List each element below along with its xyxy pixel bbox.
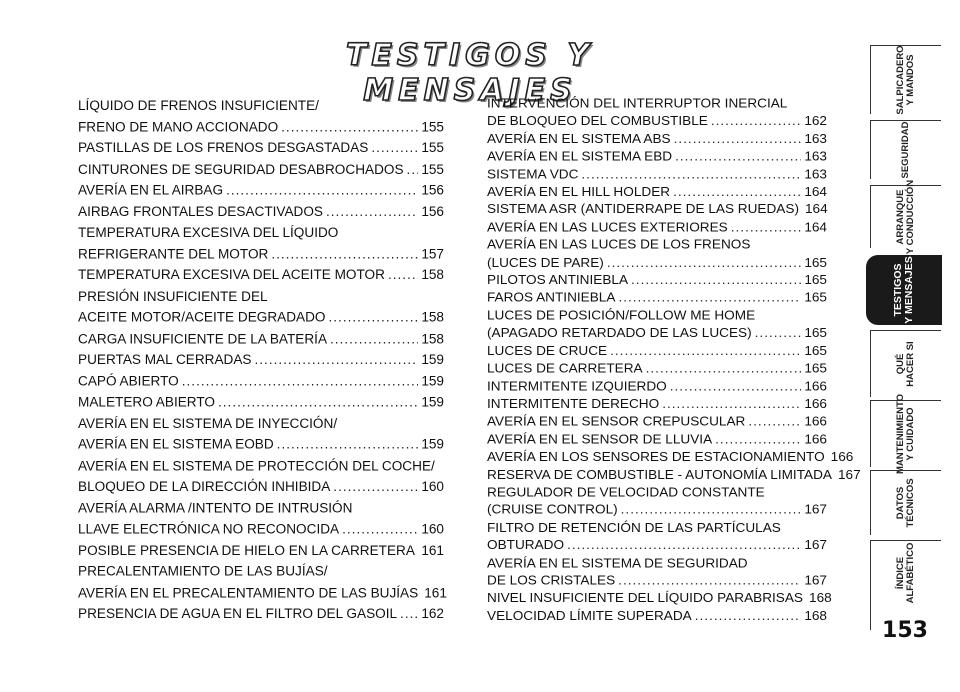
leader-dots: [182, 370, 419, 391]
index-entry-label: AVERÍA EN EL SISTEMA ABS: [487, 131, 671, 146]
index-entry[interactable]: [487, 148, 827, 166]
sidebar-tab-label: QUÉ HACER SI: [895, 341, 916, 387]
index-entry-label-line: AVERÍA ALARMA /INTENTO DE INTRUSIÓN: [78, 500, 353, 516]
index-entry-page: 168: [809, 590, 832, 606]
index-entry-page: 166: [804, 396, 827, 411]
index-entry-label: INTERMITENTE DERECHO: [487, 396, 660, 411]
index-entry[interactable]: [487, 201, 827, 219]
leader-dots: [581, 166, 801, 184]
index-entry-row: [487, 254, 827, 272]
index-entry-label: AVERÍA EN LOS SENSORES DE ESTACIONAMIENTO: [487, 449, 825, 464]
leader-dots: [646, 360, 802, 378]
index-entry-row: [78, 476, 444, 497]
index-entry-row: [487, 431, 827, 449]
index-column-left: [78, 95, 447, 625]
leader-dots: [255, 349, 419, 370]
index-entry-page: 157: [421, 246, 444, 261]
index-entry-page: 162: [421, 606, 444, 622]
index-entry-label: LLAVE ELECTRÓNICA NO RECONOCIDA: [78, 521, 340, 537]
index-entry-page: 159: [421, 436, 444, 452]
index-entry-row: [78, 434, 444, 455]
index-entry[interactable]: [487, 395, 827, 413]
index-entry-label: FAROS ANTINIEBLA: [487, 290, 616, 305]
index-entry[interactable]: [78, 180, 444, 201]
index-entry-label: AVERÍA EN EL HILL HOLDER: [487, 184, 671, 199]
index-entry-page: 155: [421, 161, 444, 177]
index-entry-page: 167: [804, 573, 827, 588]
index-entry[interactable]: [78, 137, 444, 158]
index-entry[interactable]: [487, 448, 854, 466]
index-entry-row: [487, 537, 827, 555]
index-entry[interactable]: [487, 466, 861, 484]
index-entry-row: [78, 159, 444, 180]
sidebar-tab[interactable]: [866, 255, 942, 325]
index-entry-label-line: PRESIÓN INSUFICIENTE DEL: [78, 288, 268, 304]
index-entry[interactable]: [78, 392, 444, 413]
index-entry-label-line: LUCES DE POSICIÓN/FOLLOW ME HOME: [487, 308, 756, 323]
leader-dots: [715, 431, 801, 449]
index-entry-label: SISTEMA ASR (ANTIDERRAPE DE LAS RUEDAS): [487, 201, 799, 217]
index-entry[interactable]: [78, 413, 444, 455]
index-entry-row: [487, 448, 854, 466]
sidebar-tab-label: ÍNDICE ALFABÉTICO: [895, 542, 916, 604]
index-entry[interactable]: [487, 378, 827, 396]
sidebar-tab-label: SALPICADERO Y MANDOS: [895, 45, 916, 115]
leader-dots: [618, 289, 801, 307]
index-entry[interactable]: [78, 497, 444, 539]
leader-dots: [674, 130, 802, 148]
index-entry-row: [487, 413, 827, 431]
leader-dots: [618, 572, 801, 590]
index-entry[interactable]: [78, 95, 444, 137]
index-entry[interactable]: [487, 236, 827, 271]
index-entry-page: 167: [837, 467, 861, 482]
index-entry-label: ACEITE MOTOR/ACEITE DEGRADADO: [78, 309, 326, 325]
index-entry-row: [487, 289, 827, 307]
index-entry-label: INTERMITENTE IZQUIERDO: [487, 378, 667, 394]
index-entry-label: PASTILLAS DE LOS FRENOS DESGASTADAS: [78, 140, 369, 156]
index-entry-label: (LUCES DE PARE): [487, 255, 604, 270]
index-entry[interactable]: [78, 328, 444, 349]
sidebar-tab[interactable]: [870, 45, 941, 114]
sidebar-tab-label: MANTENIMIENTO Y CUIDADO: [895, 393, 916, 475]
index-entry-page: 160: [421, 479, 444, 494]
leader-dots: [330, 328, 418, 349]
index-entry-page: 165: [804, 290, 827, 305]
index-entry[interactable]: [487, 608, 827, 626]
index-entry-label: CAPÓ ABIERTO: [78, 373, 179, 389]
index-entry-label-line: LÍQUIDO DE FRENOS INSUFICIENTE/: [78, 97, 319, 113]
index-entry-page: 166: [830, 449, 854, 464]
leader-dots: [371, 137, 418, 158]
index-entry-row: [78, 582, 447, 603]
index-entry-row: [78, 137, 444, 158]
index-entry-page: 156: [421, 203, 444, 219]
sidebar-tab[interactable]: [870, 179, 941, 255]
leader-dots: [711, 113, 801, 131]
index-entry[interactable]: [78, 201, 444, 222]
index-entry-page: 162: [804, 113, 827, 129]
sidebar-tab-label: DATOS TÉCNICOS: [895, 478, 916, 528]
index-entry-label: OBTURADO: [487, 537, 565, 553]
leader-dots: [673, 183, 801, 201]
index-entry[interactable]: [78, 370, 444, 391]
leader-dots: [567, 537, 801, 555]
index-entry-row: [487, 360, 827, 378]
index-entry-label: DE BLOQUEO DEL COMBUSTIBLE: [487, 113, 708, 129]
leader-dots: [277, 434, 419, 455]
index-entry-row: [78, 264, 444, 285]
index-entry-label: AVERÍA EN EL AIRBAG: [78, 182, 224, 198]
index-entry-page: 165: [804, 343, 827, 358]
leader-dots: [607, 254, 801, 272]
index-entry-row: [78, 243, 444, 264]
index-entry-row: [78, 349, 444, 370]
index-entry-label-line: AVERÍA EN EL SISTEMA DE PROTECCIÓN DEL COCHE/: [78, 458, 435, 473]
index-entry[interactable]: [487, 360, 827, 378]
index-entry-page: 158: [421, 330, 444, 346]
index-entry[interactable]: [487, 342, 827, 360]
index-entry-page: 163: [804, 166, 827, 182]
index-entry-page: 159: [421, 394, 444, 410]
index-entry-row: [487, 183, 827, 201]
index-entry-label: AVERÍA EN EL SISTEMA EOBD: [78, 436, 274, 452]
index-entry-page: 164: [804, 219, 827, 235]
index-entry-row: [78, 201, 444, 222]
index-entry-row: [487, 201, 827, 219]
sidebar-tab-label: TESTIGOS Y MENSAJES: [892, 256, 915, 324]
index-entry-label-line: PRECALENTAMIENTO DE LAS BUJÍAS/: [78, 563, 328, 579]
index-entry[interactable]: [487, 519, 827, 554]
leader-dots: [731, 219, 802, 237]
leader-dots: [755, 325, 802, 343]
index-entry-page: 158: [421, 267, 444, 283]
leader-dots: [621, 501, 802, 519]
index-entry-label: VELOCIDAD LÍMITE SUPERADA: [487, 608, 692, 623]
index-entry[interactable]: [487, 272, 827, 290]
index-entry-row: [487, 501, 827, 519]
index-entry-page: 167: [804, 502, 827, 517]
leader-dots: [662, 395, 801, 413]
index-entry-label: BLOQUEO DE LA DIRECCIÓN INHIBIDA: [78, 479, 331, 494]
leader-dots: [218, 392, 418, 413]
index-entry[interactable]: [78, 222, 444, 264]
index-entry-label: PUERTAS MAL CERRADAS: [78, 352, 252, 367]
leader-dots: [271, 243, 418, 264]
index-entry-label-line: REGULADOR DE VELOCIDAD CONSTANTE: [487, 484, 765, 500]
index-entry-page: 158: [421, 309, 444, 325]
leader-dots: [329, 307, 419, 328]
leader-dots: [388, 264, 418, 285]
index-entry-label: CINTURONES DE SEGURIDAD DESABROCHADOS: [78, 161, 404, 177]
index-entry-page: 165: [804, 255, 827, 270]
index-entry-page: 159: [421, 352, 444, 367]
sidebar-tab[interactable]: [870, 393, 941, 475]
index-entry-row: [487, 325, 827, 343]
index-entry-label: AIRBAG FRONTALES DESACTIVADOS: [78, 203, 323, 219]
index-entry-label: AVERÍA EN EL SISTEMA EBD: [487, 148, 673, 164]
index-entry-page: 165: [804, 325, 827, 341]
index-entry-row: [487, 572, 827, 590]
index-entry-page: 167: [804, 537, 827, 553]
index-entry-page: 165: [804, 272, 827, 288]
index-entry-label: LUCES DE CRUCE: [487, 343, 608, 358]
index-entry[interactable]: [487, 289, 827, 307]
sidebar-tab[interactable]: [870, 470, 941, 535]
index-entry-label: FRENO DE MANO ACCIONADO: [78, 119, 279, 134]
leader-dots: [326, 201, 418, 222]
index-entry-page: 166: [804, 414, 827, 429]
leader-dots: [670, 378, 802, 396]
index-entry-row: [487, 608, 827, 626]
index-entry-row: [78, 370, 444, 391]
index-entry[interactable]: [487, 431, 827, 449]
leader-dots: [400, 603, 418, 624]
index-entry[interactable]: [78, 349, 444, 370]
index-entry-label: AVERÍA EN EL SENSOR CREPUSCULAR: [487, 414, 746, 429]
leader-dots: [695, 608, 802, 626]
index-entry-page: 164: [804, 184, 827, 199]
sidebar-tab[interactable]: [870, 120, 941, 179]
index-entry-row: [487, 148, 827, 166]
index-entry-label-line: AVERÍA EN LAS LUCES DE LOS FRENOS: [487, 237, 751, 252]
index-entry-label: PRESENCIA DE AGUA EN EL FILTRO DEL GASOIL: [78, 606, 398, 622]
index-entry-page: 163: [804, 131, 827, 146]
index-entry[interactable]: [78, 159, 444, 180]
index-entry[interactable]: [487, 95, 827, 130]
leader-dots: [610, 342, 801, 360]
index-entry-row: [487, 272, 827, 290]
index-entry-page: 163: [804, 148, 827, 164]
index-entry[interactable]: [78, 455, 444, 497]
index-entry-row: [78, 307, 444, 328]
index-entry-label: AVERÍA EN EL PRECALENTAMIENTO DE LAS BUJÍAS: [78, 585, 419, 600]
index-entry[interactable]: [487, 219, 827, 237]
index-entry[interactable]: [487, 413, 827, 431]
index-entry-label: REFRIGERANTE DEL MOTOR: [78, 246, 269, 261]
index-entry-page: 155: [421, 140, 444, 156]
page-number: 153: [882, 618, 928, 643]
index-entry[interactable]: [487, 554, 827, 589]
index-entry-label-line: AVERÍA EN EL SISTEMA DE SEGURIDAD: [487, 555, 748, 570]
index-entry-label: NIVEL INSUFICIENTE DEL LÍQUIDO PARABRISAS: [487, 590, 804, 606]
index-entry[interactable]: [78, 561, 447, 603]
index-entry[interactable]: [78, 286, 444, 328]
sidebar-tab[interactable]: [870, 330, 941, 397]
index-entry-label: LUCES DE CARRETERA: [487, 361, 643, 376]
index-entry-row: [487, 590, 832, 608]
index-entry[interactable]: [487, 183, 827, 201]
index-entry-row: [78, 392, 444, 413]
leader-dots: [226, 180, 418, 201]
sidebar-tab[interactable]: [870, 540, 941, 605]
sidebar-tab-label: SEGURIDAD: [900, 121, 911, 179]
leader-dots: [342, 519, 418, 540]
index-entry-label-line: INTERVENCIÓN DEL INTERRUPTOR INERCIAL: [487, 95, 788, 111]
leader-dots: [675, 148, 801, 166]
index-entry-label: RESERVA DE COMBUSTIBLE - AUTONOMÍA LIMITADA: [487, 467, 832, 482]
index-entry-label-line: AVERÍA EN EL SISTEMA DE INYECCIÓN/: [78, 415, 338, 431]
index-entry-row: [487, 166, 827, 184]
index-entry-page: 156: [421, 182, 444, 198]
index-entry-label: DE LOS CRISTALES: [487, 573, 616, 588]
index-entry-page: 159: [421, 373, 444, 389]
index-entry-page: 160: [421, 521, 444, 537]
leader-dots: [748, 413, 801, 431]
index-entry-page: 164: [804, 201, 828, 217]
index-entry-row: [487, 342, 827, 360]
index-entry-label: TEMPERATURA EXCESIVA DEL ACEITE MOTOR: [78, 267, 385, 283]
index-entry-row: [487, 378, 827, 396]
leader-dots: [631, 272, 801, 290]
index-entry-label: (APAGADO RETARDADO DE LAS LUCES): [487, 325, 752, 341]
index-entry[interactable]: [487, 166, 827, 184]
index-entry-row: [78, 603, 444, 624]
index-entry-label: AVERÍA EN LAS LUCES EXTERIORES: [487, 219, 728, 235]
index-entry[interactable]: [78, 264, 444, 285]
leader-dots: [281, 116, 418, 137]
index-entry-row: [78, 519, 444, 540]
index-entry-page: 155: [421, 119, 444, 134]
index-entry-page: 161: [424, 585, 447, 600]
index-entry[interactable]: [487, 130, 827, 148]
index-entry-page: 168: [804, 608, 827, 623]
index-entry-page: 166: [804, 431, 827, 447]
index-entry-label: (CRUISE CONTROL): [487, 502, 618, 517]
index-entry-page: 166: [804, 378, 827, 394]
index-entry-label-line: TEMPERATURA EXCESIVA DEL LÍQUIDO: [78, 225, 339, 240]
index-entry-row: [487, 130, 827, 148]
leader-dots: [333, 476, 418, 497]
index-entry-row: [487, 219, 827, 237]
chapter-sidebar: [870, 0, 960, 692]
leader-dots: [407, 159, 419, 180]
sidebar-tab-label: ARRANQUE Y CONDUCCIÓN: [895, 179, 916, 255]
index-entry[interactable]: [487, 590, 832, 608]
index-entry-row: [78, 180, 444, 201]
index-entry[interactable]: [78, 540, 444, 561]
page-title: TESTIGOS Y MENSAJES: [345, 38, 595, 108]
index-entry[interactable]: [78, 603, 444, 624]
index-entry-label: AVERÍA EN EL SENSOR DE LLUVIA: [487, 431, 713, 447]
index-entry-row: [487, 395, 827, 413]
index-entry-row: [487, 466, 861, 484]
index-entry-row: [78, 540, 444, 561]
index-entry[interactable]: [487, 484, 827, 519]
index-entry-label: CARGA INSUFICIENTE DE LA BATERÍA: [78, 330, 328, 346]
index-entry-label: PILOTOS ANTINIEBLA: [487, 272, 629, 288]
index-entry-label: POSIBLE PRESENCIA DE HIELO EN LA CARRETERA: [78, 542, 415, 558]
index-entry-label-line: FILTRO DE RETENCIÓN DE LAS PARTÍCULAS: [487, 520, 781, 535]
index-entry-page: 165: [804, 361, 827, 376]
index-entry-row: [487, 113, 827, 131]
index-entry-label: SISTEMA VDC: [487, 166, 579, 182]
index-entry-page: 161: [421, 542, 444, 558]
index-entry-row: [78, 116, 444, 137]
index-entry[interactable]: [487, 307, 827, 342]
index-entry-label: MALETERO ABIERTO: [78, 394, 215, 410]
index-column-right: [487, 95, 861, 625]
index-entry-row: [78, 328, 444, 349]
